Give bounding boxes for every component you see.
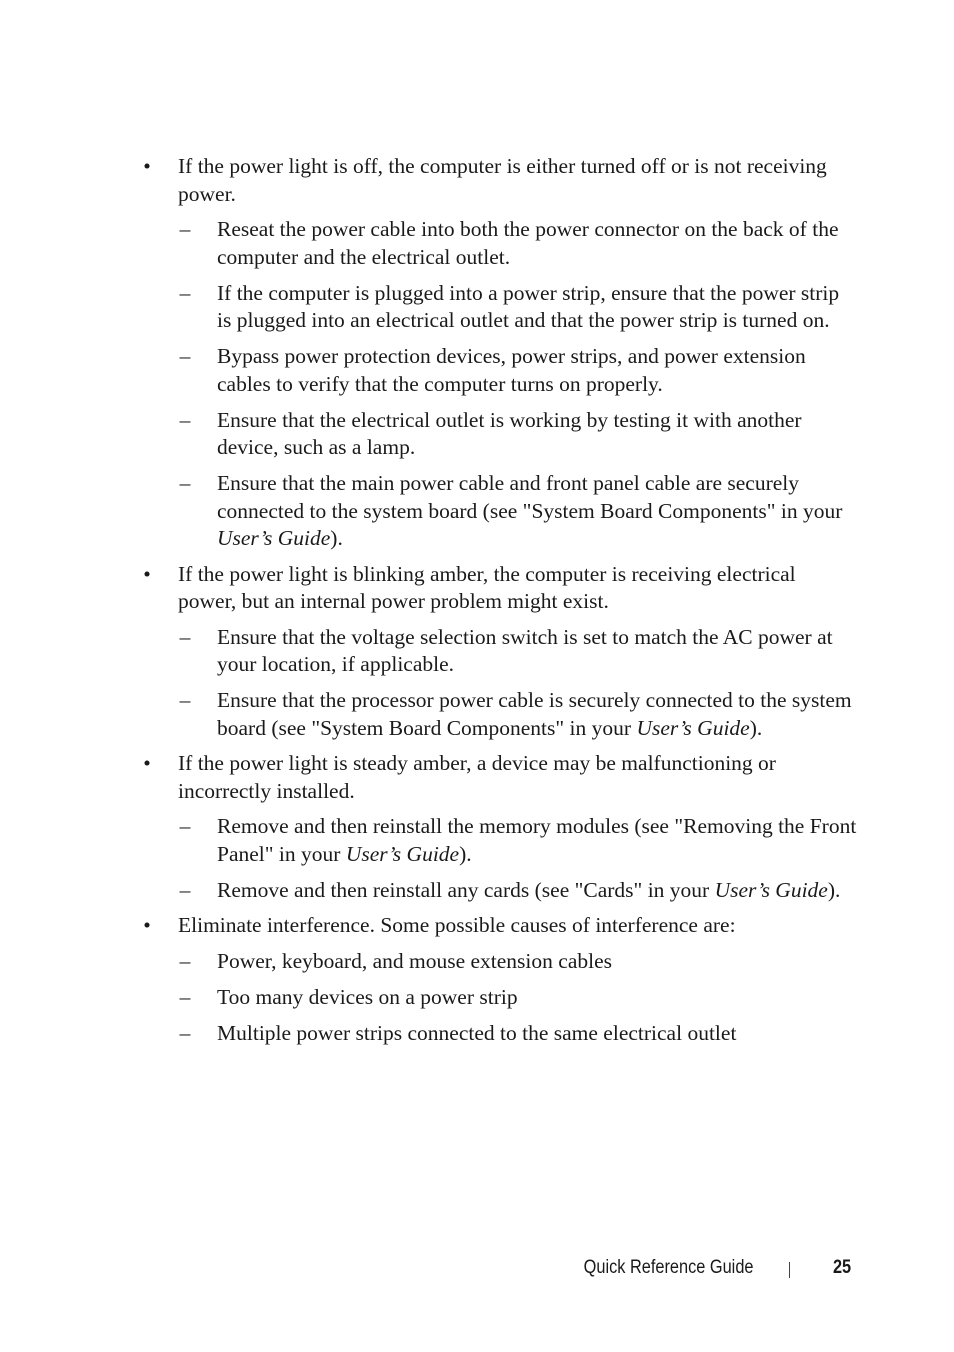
dash-mark: – — [179, 688, 191, 712]
sub-item — [178, 216, 858, 271]
sub-item-text: Ensure that the electrical outlet is working by testing it with another device, such as a lamp. — [217, 407, 802, 459]
bullet-item-power-off — [0, 153, 954, 553]
bullet-text: If the power light is blinking amber, the computer is receiving electrical power, but an internal power problem might exist. — [178, 561, 796, 613]
bullet-item-interference — [0, 912, 954, 1047]
dash-mark: – — [179, 814, 191, 838]
sub-list — [178, 813, 858, 904]
sub-item-text: Bypass power protection devices, power strips, and power extension cables to verify that the computer turns on properly. — [217, 344, 806, 396]
sub-item — [178, 1020, 858, 1048]
dash-mark: – — [179, 217, 191, 241]
sub-item — [178, 624, 858, 679]
sub-item — [178, 343, 858, 398]
sub-item — [178, 877, 858, 905]
bullet-mark: • — [143, 751, 151, 775]
sub-item-text: If the computer is plugged into a power strip, ensure that the power strip is plugged into an electrical outlet and that the power strip is turned on. — [217, 280, 840, 332]
dash-mark: – — [179, 877, 191, 902]
dash-mark: – — [179, 948, 191, 973]
bullet-mark: • — [143, 154, 151, 178]
sub-item-text — [217, 471, 842, 550]
sub-item-text-pre: Remove and then reinstall the memory modules (see "Removing the Front Panel" in your — [217, 814, 857, 866]
dash-mark: – — [179, 471, 191, 495]
sub-list — [178, 216, 858, 553]
sub-item — [178, 984, 858, 1012]
bullet-text: Eliminate interference. Some possible causes of interference are: — [178, 913, 736, 937]
bullet-mark: • — [143, 913, 151, 937]
sub-item-text — [217, 814, 856, 866]
guide-reference: User’s Guide — [345, 841, 460, 866]
sub-item-text: Too many devices on a power strip — [217, 984, 518, 1009]
sub-item — [178, 948, 858, 976]
sub-item-text — [217, 878, 840, 902]
guide-reference: User’s Guide — [636, 715, 750, 740]
dash-mark: – — [179, 344, 191, 368]
sub-item-text: Ensure that the voltage selection switch is set to match the AC power at your location, if applicable. — [217, 624, 833, 676]
guide-reference: User’s Guide — [714, 877, 828, 902]
sub-item-text — [217, 688, 852, 740]
page-footer — [0, 1253, 954, 1283]
dash-mark: – — [179, 624, 191, 649]
bullet-text: If the power light is steady amber, a device may be malfunctioning or incorrectly installed. — [178, 751, 776, 803]
dash-mark: – — [179, 407, 191, 432]
sub-item-text-post: ). — [459, 841, 472, 866]
sub-item — [178, 280, 858, 335]
sub-item-text-post: ). — [330, 526, 343, 550]
bullet-text: If the power light is off, the computer is either turned off or is not receiving power. — [178, 154, 827, 206]
footer-title: Quick Reference Guide — [583, 1257, 753, 1278]
sub-item-text-pre: Remove and then reinstall any cards (see "Cards" in your — [217, 877, 715, 902]
sub-item-text: Power, keyboard, and mouse extension cables — [217, 948, 612, 973]
guide-reference: User’s Guide — [217, 526, 331, 550]
dash-mark: – — [179, 280, 191, 305]
dash-mark: – — [179, 984, 191, 1009]
page-number: 25 — [832, 1257, 851, 1278]
footer-separator — [789, 1262, 790, 1278]
sub-item-text-pre: Ensure that the main power cable and front panel cable are securely connected to the system board (see "System Board Components" in your — [217, 471, 843, 523]
sub-item — [178, 470, 858, 553]
sub-item-text: Multiple power strips connected to the same electrical outlet — [217, 1020, 737, 1045]
bullet-item-steady-amber — [0, 750, 954, 904]
main-content — [0, 153, 954, 1055]
dash-mark: – — [179, 1020, 191, 1045]
bullet-mark: • — [143, 561, 151, 586]
sub-list — [178, 624, 858, 743]
sub-item-text-post: ). — [827, 877, 841, 902]
sub-item — [178, 687, 858, 742]
bullet-item-blinking-amber — [0, 561, 954, 743]
sub-list — [178, 948, 858, 1048]
sub-item-text-pre: Ensure that the processor power cable is securely connected to the system board (see "System Board Components" in your — [217, 688, 852, 740]
sub-item — [178, 407, 858, 462]
sub-item — [178, 813, 858, 868]
sub-item-text: Reseat the power cable into both the power connector on the back of the computer and the electrical outlet. — [217, 217, 839, 269]
sub-item-text-post: ). — [749, 715, 763, 740]
